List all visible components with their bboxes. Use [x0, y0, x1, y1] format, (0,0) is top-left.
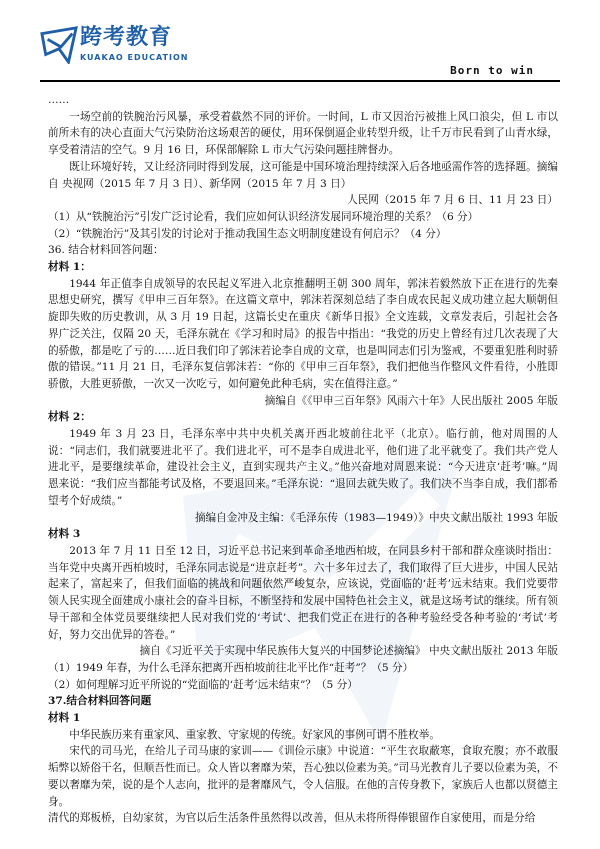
- paragraph: 一场空前的铁腕治污风暴，承受着截然不同的评价。一时间，L 市又因治污被推上风口浪尖，但 L 市以前所未有的决心直面大气污染防治这场艰苦的硬仗，用环保倒逼企业转型升级，让千万市民看到了山青水绿，享受着清洁的空气。9 月 16 日，环保部解除 L 市大气污染问题挂牌督办。: [48, 110, 558, 157]
- question-title: 37.结合材料回答问题: [48, 695, 152, 708]
- paragraph: 中华民族历来有重家风、重家教、守家规的传统。好家风的事例可谓不胜枚举。: [69, 728, 440, 741]
- source-citation: 摘编自《《甲申三百年祭》风雨六十年》人民出版社 2005 年版: [264, 394, 558, 407]
- ellipsis: ……: [48, 94, 70, 106]
- paragraph: 清代的郑板桥，自幼家贫，为官以后生活条件虽然得以改善，但从未将所得俸银留作自家使用，而是分给: [48, 812, 536, 825]
- paragraph: 宋代的司马光，在给儿子司马康的家训——《训俭示康》中说道：“平生衣取蔽寒，食取充腹；亦不敢服垢弊以矫俗干名，但顺吾性而已。众人皆以奢靡为荣，吾心独以俭素为美。”司马光教育儿子要以俭素为美，不要以奢靡为荣，说的是个人志向，批评的是奢靡风气，令人信服。在他的言传身教下，家族后人也都以贤德主身。: [48, 745, 558, 808]
- question-item: （2）“铁腕治污”及其引发的讨论对于推动我国生态文明制度建设有何启示？（4 分）: [48, 227, 447, 240]
- source-citation: 摘编自金冲及主编：《毛泽东传（1983—1949）》中央文献出版社 1993 年版: [194, 511, 558, 524]
- logo-mark-icon: [40, 26, 78, 64]
- header-divider: [40, 80, 560, 82]
- question-title: 36. 结合材料回答问题：: [48, 244, 164, 257]
- question-item: （1）1949 年春，为什么毛泽东把离开西柏坡前往北平比作“赶考”？（5 分）: [48, 661, 414, 674]
- question-item: （2）如何理解习近平所说的“党面临的‘赶考’远未结束”？（5 分）: [48, 678, 358, 691]
- brand-name-en: KUAKAO EDUCATION: [80, 53, 189, 62]
- document-body: [48, 92, 558, 827]
- paragraph: 1949 年 3 月 23 日，毛泽东率中共中央机关离开西北坡前往北平（北京）。临行前，他对周围的人说：“同志们，我们就要进北平了。我们进北平，可不是李自成进北平，他们进了北平就变了。我们共产党人进北平，是要继续革命，建设社会主义，直到实现共产主义。”他兴奋地对周恩来说：“今天进京‘赶考’嘛。”周恩来说：“我们应当都能考试及格，不要退回来。”毛泽东说：“退回去就失败了。我们决不当李自成，我们都希望考个好成绩。”: [48, 428, 558, 507]
- paragraph: 1944 年正值李自成领导的农民起义军进入北京推翻明王朝 300 周年，郭沫若毅然放下正在进行的先秦思想史研究，撰写《甲申三百年祭》。在这篇文章中，郭沫若深刻总结了李自成农民起义成功建立起大顺朝但旋即失败的历史教训，从 3 月 19 日起，这篇长史在重庆《新华日报》全文连载，文章发表后，引起社会各界广泛关注，仅隔 20 天，毛泽东就在《学习和时局》的报告中指出：“我党的历史上曾经有过几次表现了大的骄傲，都是吃了亏的……近日我们印了郭沫若论李自成的文章，也是叫同志们引为鉴戒，不要重犯胜利时骄傲的错误。”11 月 21 日，毛泽东复信郭沫若：“你的《甲申三百年祭》，我们把他当作整风文件看待，小胜即骄傲，大胜更骄傲，一次又一次吃亏，如何避免此种毛病，实在值得注意。”: [48, 277, 558, 390]
- paragraph: 2013 年 7 月 11 日至 12 日，习近平总书记来到革命圣地西柏坡，在同县乡村干部和群众座谈时指出：当年党中央离开西柏坡时，毛泽东同志说是“进京赶考”。六十多年过去了，我们取得了巨大进步，中国人民站起来了，富起来了，但我们面临的挑战和问题依然严峻复杂，应该说，党面临的‘赶考’远未结束。我们党要带领人民实现全面建成小康社会的奋斗目标，不断坚持和发展中国特色社会主义，就是这场考试的继续。所有领导干部和全体党员要继续把人民对我们党的‘考试’、把我们党正在进行的各种考验经受各种考验的‘考试’考好，努力交出优异的答卷。”: [48, 544, 558, 641]
- source-citation: 摘自《习近平关于实现中华民族伟大复兴的中国梦论述摘编》 中央文献出版社 2013 年版: [139, 645, 558, 658]
- material-label: 材料 2：: [48, 411, 91, 424]
- paragraph: 既让环境好转，又让经济同时得到发展，这可能是中国环境治理持续深入后各地亟需作答的选择题。摘编自 央视网（2015 年 7 月 3 日）、新华网（2015 年 7 月 3 日）: [48, 160, 558, 190]
- page-header: [40, 20, 560, 82]
- material-label: 材料 1: [48, 712, 81, 725]
- slogan: Born to win: [450, 64, 534, 77]
- question-item: （1）从“铁腕治污”引发广泛讨论看，我们应如何认识经济发展同环境治理的关系？（6 分）: [48, 210, 479, 223]
- material-label: 材料 1：: [48, 261, 91, 274]
- material-label: 材料 3: [48, 528, 81, 541]
- source-citation: 人民网（2015 年 7 月 6 日、11 月 23 日）: [347, 194, 558, 207]
- kuakao-logo: [40, 20, 210, 70]
- brand-name: 跨考教育: [80, 25, 173, 50]
